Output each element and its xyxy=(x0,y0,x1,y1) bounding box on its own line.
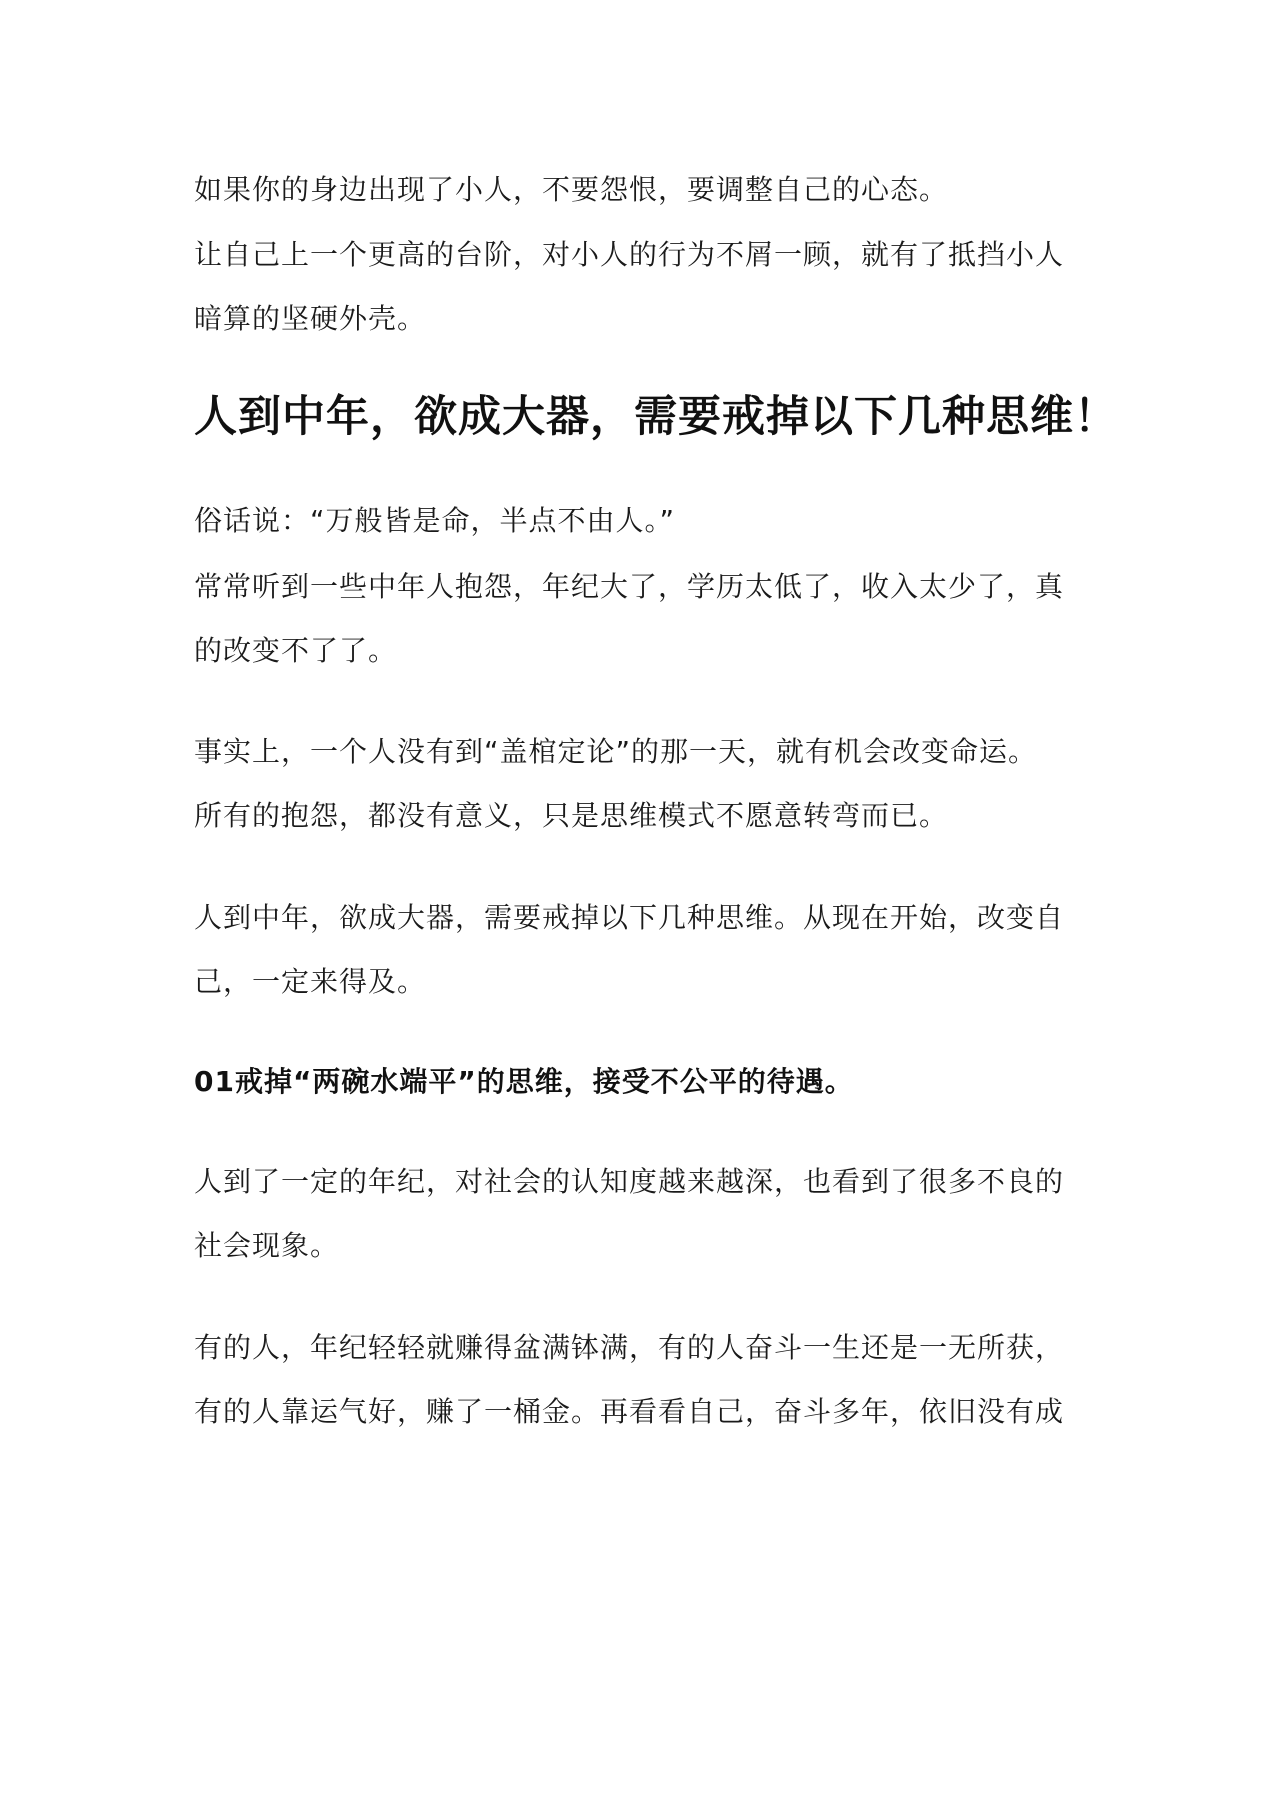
paragraph-line: 人到中年，欲成大器，需要戒掉以下几种思维。从现在开始，改变自 xyxy=(194,901,1065,934)
paragraph xyxy=(194,1316,1094,1444)
paragraph-line: 所有的抱怨，都没有意义，只是思维模式不愿意转弯而已。 xyxy=(194,799,949,832)
article-heading: 人到中年，欲成大器，需要戒掉以下几种思维！ xyxy=(194,392,1118,442)
paragraph-line: 己，一定来得及。 xyxy=(194,965,427,998)
paragraph-line: 人到了一定的年纪，对社会的认知度越来越深，也看到了很多不良的 xyxy=(194,1165,1065,1198)
paragraph-line: 有的人，年纪轻轻就赚得盆满钵满，有的人奋斗一生还是一无所获， xyxy=(194,1331,1065,1364)
paragraph xyxy=(194,886,1094,1014)
paragraph-line: 让自己上一个更高的台阶，对小人的行为不屑一顾，就有了抵挡小人 xyxy=(194,238,1065,271)
paragraph-line: 如果你的身边出现了小人，不要怨恨，要调整自己的心态。 xyxy=(194,173,949,206)
paragraph xyxy=(194,158,1094,222)
paragraph xyxy=(194,720,1094,848)
paragraph-line: 俗话说：“万般皆是命，半点不由人。” xyxy=(194,504,676,537)
paragraph-line: 社会现象。 xyxy=(194,1229,340,1262)
paragraph xyxy=(194,489,1094,553)
paragraph-line: 常常听到一些中年人抱怨，年纪大了，学历太低了，收入太少了，真 xyxy=(194,570,1065,603)
paragraph-line: 暗算的坚硬外壳。 xyxy=(194,302,427,335)
paragraph-line: 有的人靠运气好，赚了一桶金。再看看自己，奋斗多年，依旧没有成 xyxy=(194,1395,1065,1428)
paragraph-line: 的改变不了了。 xyxy=(194,634,398,667)
section-heading: 01戒掉“两碗水端平”的思维，接受不公平的待遇。 xyxy=(194,1065,854,1098)
paragraph xyxy=(194,555,1094,683)
paragraph xyxy=(194,1150,1094,1278)
paragraph-line: 事实上，一个人没有到“盖棺定论”的那一天，就有机会改变命运。 xyxy=(194,735,1038,768)
paragraph xyxy=(194,223,1094,351)
